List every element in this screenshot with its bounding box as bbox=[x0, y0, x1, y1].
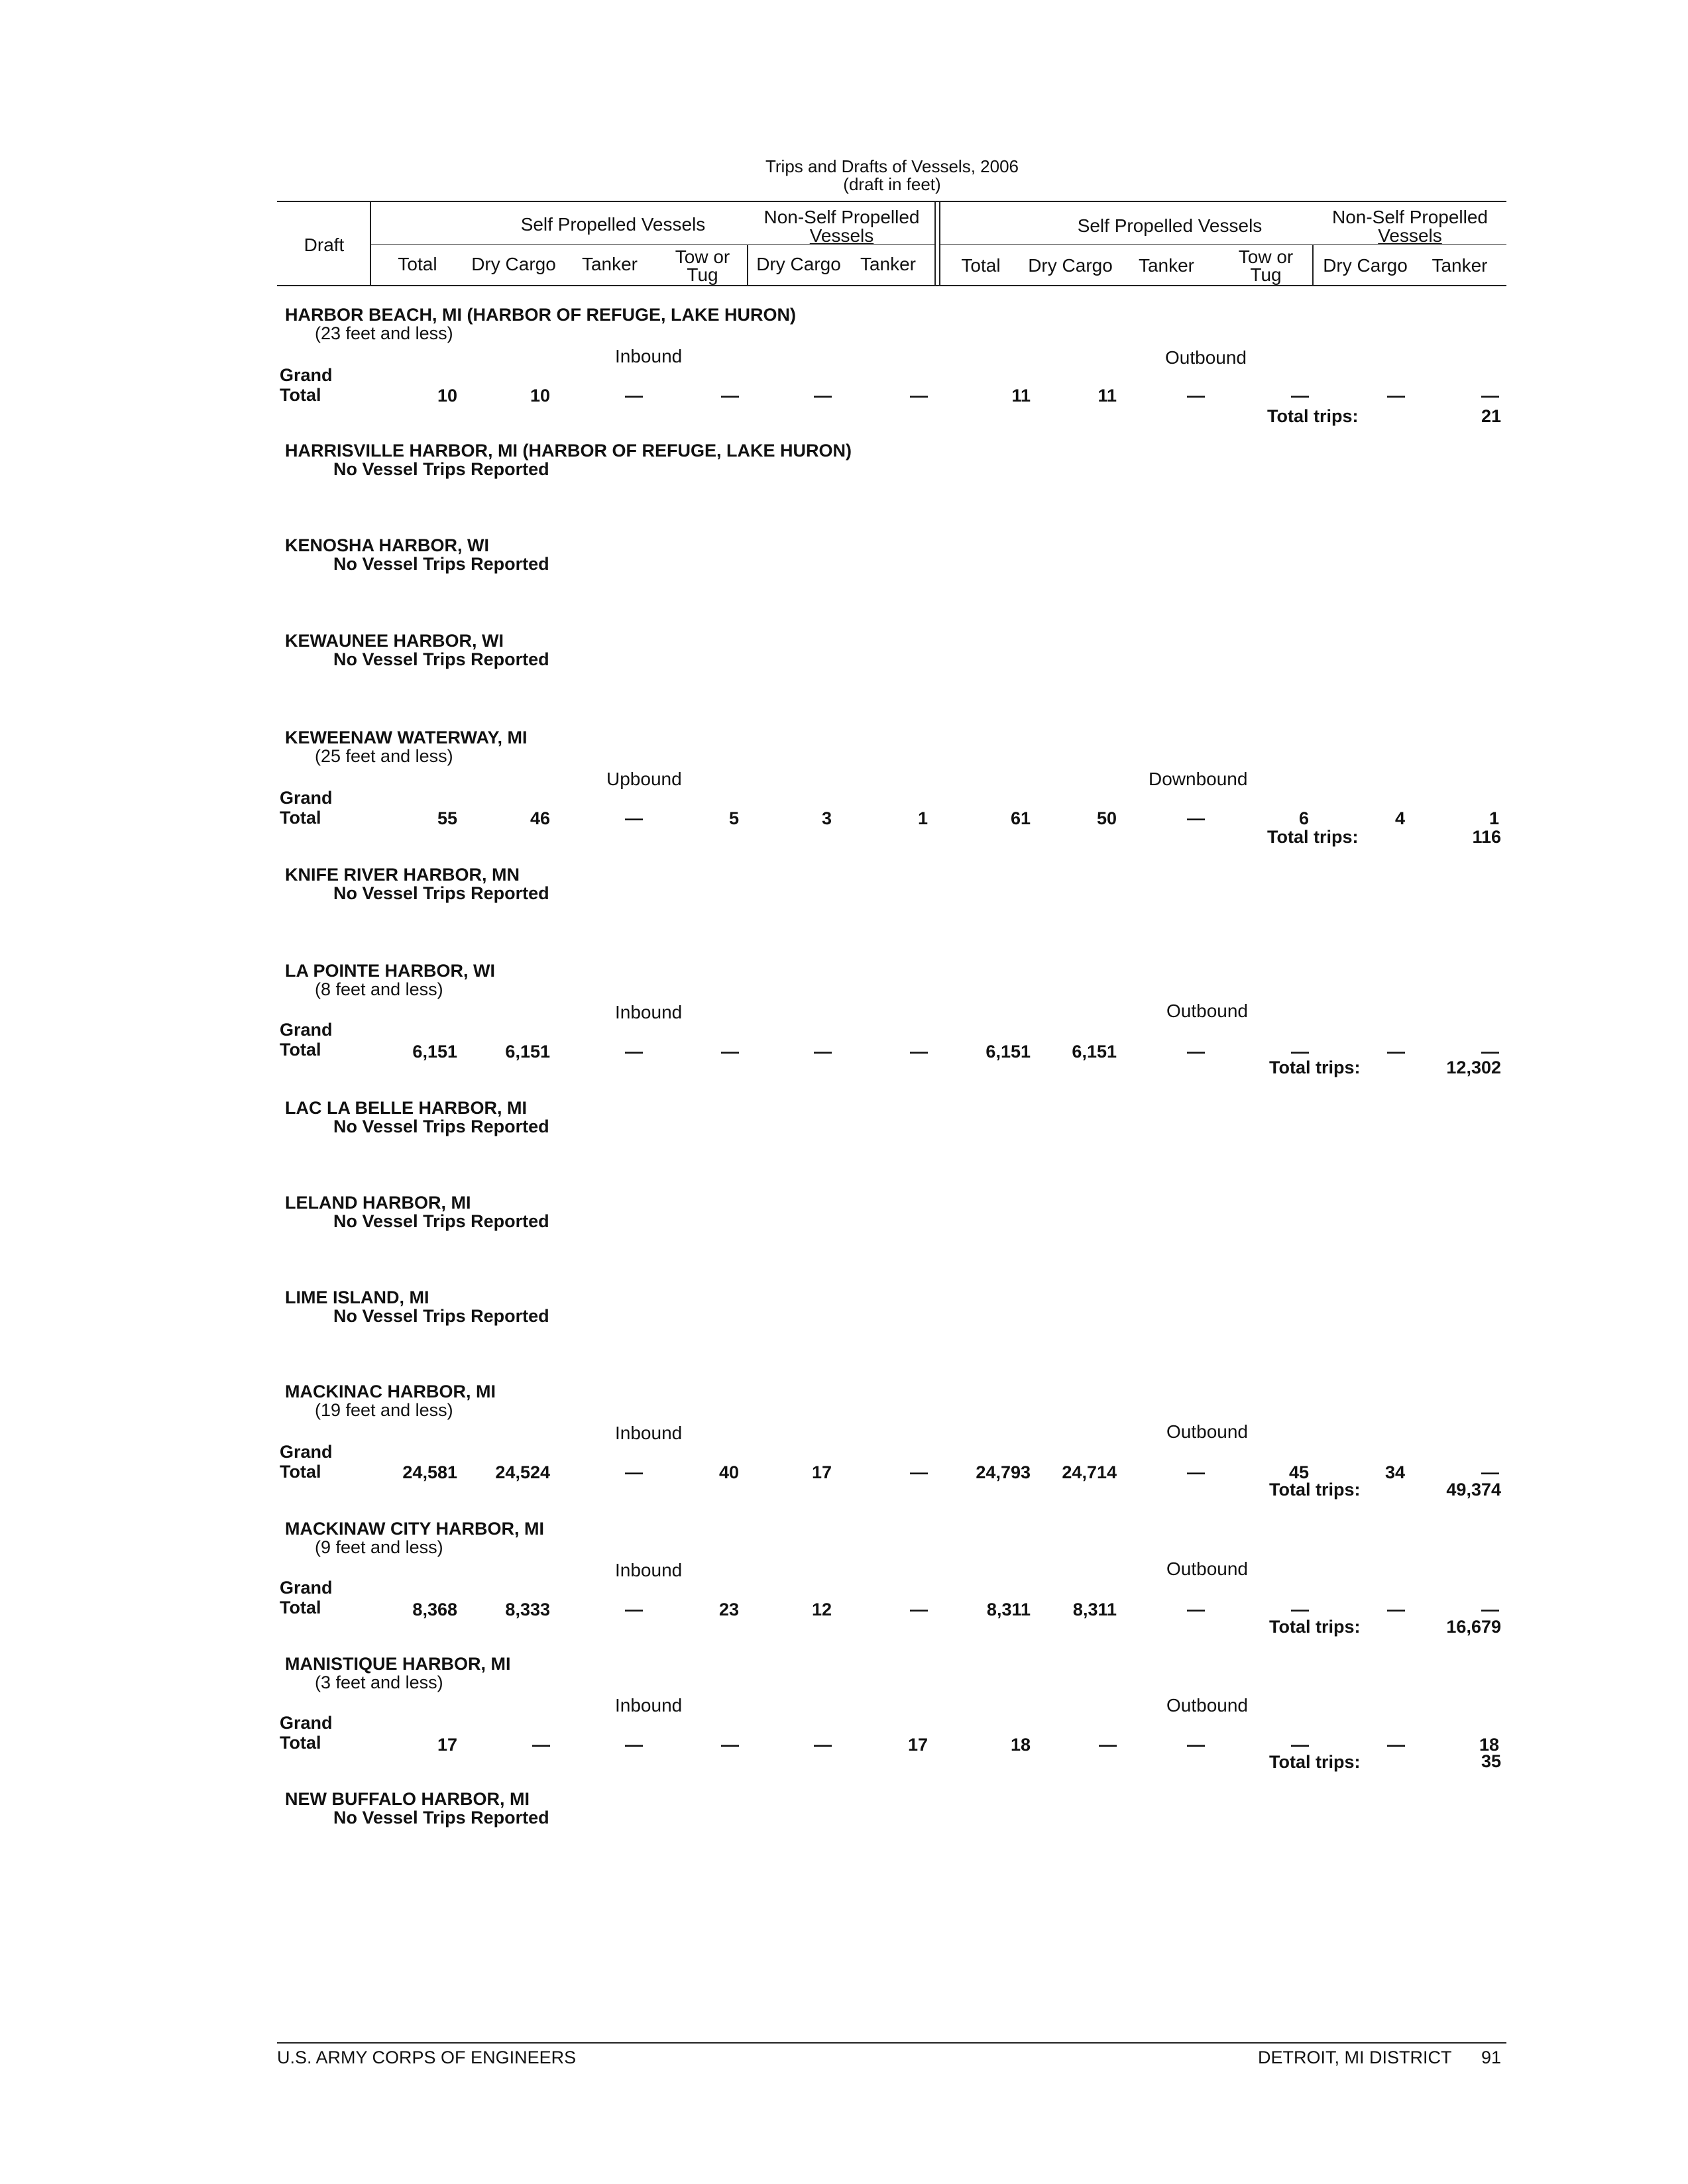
grand-total-label: Grand Total bbox=[280, 1713, 333, 1753]
port-name: KENOSHA HARBOR, WI bbox=[285, 535, 489, 555]
port-name: MACKINAC HARBOR, MI bbox=[285, 1382, 496, 1401]
value-tanker-out: — bbox=[1187, 1042, 1205, 1062]
col-nsp-tanker-in: Tanker bbox=[860, 254, 917, 274]
port-section bbox=[0, 961, 1688, 1077]
value-total-in: 6,151 bbox=[412, 1042, 457, 1062]
value-drycargo-in: 10 bbox=[530, 386, 550, 406]
port-section bbox=[0, 728, 1688, 847]
value-nsp-tanker-in: — bbox=[910, 386, 928, 406]
col-nsp-drycargo-in: Dry Cargo bbox=[756, 254, 841, 274]
no-trips-note: No Vessel Trips Reported bbox=[333, 1306, 549, 1326]
col-total-out: Total bbox=[961, 255, 1001, 276]
value-tanker-in: — bbox=[625, 1735, 643, 1755]
value-nsp-tanker-out: 18 bbox=[1479, 1735, 1499, 1755]
value-total-out: 8,311 bbox=[986, 1600, 1031, 1619]
value-total-in: 55 bbox=[437, 808, 457, 828]
value-total-in: 17 bbox=[437, 1735, 457, 1755]
port-name: MACKINAW CITY HARBOR, MI bbox=[285, 1519, 544, 1539]
port-section bbox=[0, 535, 1688, 574]
value-drycargo-out: 8,311 bbox=[1072, 1600, 1117, 1619]
port-name: LIME ISLAND, MI bbox=[285, 1287, 429, 1307]
port-section bbox=[0, 305, 1688, 426]
footer-district: DETROIT, MI DISTRICT bbox=[1258, 2048, 1452, 2067]
total-trips-value: 21 bbox=[1481, 406, 1501, 426]
value-drycargo-out: 11 bbox=[1097, 386, 1117, 406]
header-nonself-outbound-1: Non-Self Propelled bbox=[1331, 207, 1489, 227]
no-trips-note: No Vessel Trips Reported bbox=[333, 649, 549, 669]
value-total-out: 11 bbox=[1011, 386, 1031, 406]
direction-out-label: Outbound bbox=[1166, 1001, 1248, 1021]
total-trips-value: 35 bbox=[1481, 1751, 1501, 1771]
total-trips-value: 12,302 bbox=[1446, 1058, 1501, 1077]
port-name: KNIFE RIVER HARBOR, MN bbox=[285, 865, 520, 885]
no-trips-note: No Vessel Trips Reported bbox=[333, 1808, 549, 1828]
total-trips-label: Total trips: bbox=[1269, 1617, 1361, 1637]
footer-agency: U.S. ARMY CORPS OF ENGINEERS bbox=[277, 2048, 577, 2067]
port-section bbox=[0, 1287, 1688, 1326]
value-tanker-in: — bbox=[625, 1462, 643, 1482]
header-nonself-inbound-1: Non-Self Propelled bbox=[763, 207, 920, 227]
col-tow-in-2: Tug bbox=[687, 264, 718, 285]
value-total-out: 6,151 bbox=[985, 1042, 1031, 1062]
col-tow-out-1: Tow or bbox=[1238, 246, 1294, 267]
no-trips-note: No Vessel Trips Reported bbox=[333, 1117, 549, 1136]
direction-in-label: Inbound bbox=[615, 346, 683, 366]
value-tow-in: 5 bbox=[728, 808, 739, 828]
col-tanker-in: Tanker bbox=[581, 254, 638, 274]
grand-total-label: Grand Total bbox=[280, 788, 333, 828]
value-nsp-drycargo-out: — bbox=[1387, 386, 1405, 406]
value-drycargo-out: — bbox=[1099, 1735, 1117, 1755]
value-nsp-tanker-out: — bbox=[1481, 1042, 1499, 1062]
port-name: HARBOR BEACH, MI (HARBOR OF REFUGE, LAKE HURON) bbox=[285, 305, 796, 325]
value-tow-in: 23 bbox=[718, 1600, 739, 1619]
value-drycargo-out: 50 bbox=[1096, 808, 1117, 828]
value-tanker-out: — bbox=[1187, 386, 1205, 406]
value-nsp-drycargo-in: — bbox=[814, 1042, 832, 1062]
value-tanker-in: — bbox=[625, 386, 643, 406]
total-trips-value: 49,374 bbox=[1446, 1480, 1501, 1500]
col-tow-out-2: Tug bbox=[1250, 264, 1282, 285]
value-total-in: 24,581 bbox=[402, 1462, 457, 1482]
grand-total-label: Grand Total bbox=[280, 1442, 333, 1482]
value-tanker-in: — bbox=[625, 1600, 643, 1619]
header-draft: Draft bbox=[304, 235, 345, 255]
grand-total-label: Grand Total bbox=[280, 1020, 333, 1060]
direction-in-label: Inbound bbox=[615, 1695, 683, 1716]
direction-in-label: Upbound bbox=[606, 769, 682, 789]
port-name: NEW BUFFALO HARBOR, MI bbox=[285, 1789, 530, 1809]
port-section bbox=[0, 631, 1688, 669]
value-tanker-out: — bbox=[1187, 1735, 1205, 1755]
value-drycargo-out: 6,151 bbox=[1072, 1042, 1117, 1062]
value-nsp-drycargo-out: 34 bbox=[1384, 1462, 1405, 1482]
page-number: 91 bbox=[1481, 2048, 1502, 2067]
port-name: LELAND HARBOR, MI bbox=[285, 1193, 471, 1213]
value-nsp-drycargo-out: — bbox=[1387, 1042, 1405, 1062]
draft-range: (19 feet and less) bbox=[315, 1400, 453, 1420]
value-nsp-tanker-out: — bbox=[1481, 1462, 1499, 1482]
value-tow-out: 6 bbox=[1298, 808, 1309, 828]
direction-out-label: Outbound bbox=[1166, 1421, 1248, 1442]
port-section bbox=[0, 1193, 1688, 1231]
value-drycargo-in: 46 bbox=[530, 808, 550, 828]
value-nsp-drycargo-out: — bbox=[1387, 1600, 1405, 1619]
port-section bbox=[0, 1789, 1688, 1828]
value-drycargo-in: 8,333 bbox=[505, 1600, 550, 1619]
value-tanker-out: — bbox=[1187, 1462, 1205, 1482]
report-title: Trips and Drafts of Vessels, 2006 bbox=[765, 156, 1019, 176]
col-drycargo-in: Dry Cargo bbox=[471, 254, 556, 274]
value-nsp-tanker-in: 1 bbox=[917, 808, 928, 828]
value-tow-in: 40 bbox=[718, 1462, 739, 1482]
value-drycargo-out: 24,714 bbox=[1062, 1462, 1117, 1482]
value-total-out: 18 bbox=[1010, 1735, 1031, 1755]
col-total-in: Total bbox=[398, 254, 437, 274]
footer-rule bbox=[277, 2042, 1506, 2044]
draft-range: (8 feet and less) bbox=[315, 979, 443, 999]
total-trips-value: 116 bbox=[1472, 827, 1501, 847]
value-tanker-out: — bbox=[1187, 1600, 1205, 1619]
value-tow-out: — bbox=[1291, 1042, 1309, 1062]
draft-range: (9 feet and less) bbox=[315, 1537, 443, 1557]
value-nsp-tanker-out: — bbox=[1481, 386, 1499, 406]
report-subtitle: (draft in feet) bbox=[843, 174, 941, 194]
port-section bbox=[0, 1519, 1688, 1637]
value-total-out: 61 bbox=[1010, 808, 1031, 828]
col-nsp-tanker-out: Tanker bbox=[1432, 255, 1488, 276]
port-name: LA POINTE HARBOR, WI bbox=[285, 961, 495, 981]
direction-out-label: Downbound bbox=[1149, 769, 1248, 789]
col-tow-in-1: Tow or bbox=[675, 246, 730, 267]
direction-out-label: Outbound bbox=[1165, 347, 1247, 368]
no-trips-note: No Vessel Trips Reported bbox=[333, 554, 549, 574]
direction-out-label: Outbound bbox=[1166, 1558, 1248, 1579]
draft-range: (3 feet and less) bbox=[315, 1672, 443, 1692]
value-total-out: 24,793 bbox=[976, 1462, 1031, 1482]
col-nsp-drycargo-out: Dry Cargo bbox=[1323, 255, 1408, 276]
value-drycargo-in: 6,151 bbox=[505, 1042, 550, 1062]
value-total-in: 10 bbox=[437, 386, 457, 406]
no-trips-note: No Vessel Trips Reported bbox=[333, 459, 549, 479]
total-trips-label: Total trips: bbox=[1267, 406, 1359, 426]
col-drycargo-out: Dry Cargo bbox=[1028, 255, 1113, 276]
value-nsp-tanker-in: — bbox=[910, 1042, 928, 1062]
port-name: LAC LA BELLE HARBOR, MI bbox=[285, 1098, 527, 1118]
value-tanker-in: — bbox=[625, 808, 643, 828]
direction-in-label: Inbound bbox=[615, 1423, 683, 1443]
total-trips-value: 16,679 bbox=[1446, 1617, 1501, 1637]
no-trips-note: No Vessel Trips Reported bbox=[333, 1211, 549, 1231]
value-nsp-drycargo-in: 17 bbox=[811, 1462, 832, 1482]
port-name: KEWEENAW WATERWAY, MI bbox=[285, 728, 528, 747]
value-tow-out: — bbox=[1291, 1600, 1309, 1619]
value-nsp-tanker-in: — bbox=[910, 1600, 928, 1619]
value-tow-in: — bbox=[721, 1735, 739, 1755]
port-section bbox=[0, 865, 1688, 903]
value-nsp-tanker-in: — bbox=[910, 1462, 928, 1482]
value-tow-out: — bbox=[1291, 386, 1309, 406]
draft-range: (23 feet and less) bbox=[315, 323, 453, 343]
port-section bbox=[0, 1098, 1688, 1136]
port-name: MANISTIQUE HARBOR, MI bbox=[285, 1654, 511, 1674]
direction-out-label: Outbound bbox=[1166, 1695, 1248, 1716]
grand-total-label: Grand Total bbox=[280, 1578, 333, 1617]
port-section bbox=[0, 1654, 1688, 1772]
value-nsp-tanker-in: 17 bbox=[907, 1735, 928, 1755]
header-self-propelled-inbound: Self Propelled Vessels bbox=[520, 214, 706, 235]
value-nsp-tanker-out: 1 bbox=[1489, 808, 1499, 828]
value-nsp-tanker-out: — bbox=[1481, 1600, 1499, 1619]
port-section bbox=[0, 1382, 1688, 1500]
value-tanker-in: — bbox=[625, 1042, 643, 1062]
header-self-propelled-outbound: Self Propelled Vessels bbox=[1077, 215, 1263, 236]
draft-range: (25 feet and less) bbox=[315, 746, 453, 766]
direction-in-label: Inbound bbox=[615, 1560, 683, 1580]
value-nsp-drycargo-in: — bbox=[814, 386, 832, 406]
total-trips-label: Total trips: bbox=[1269, 1752, 1361, 1772]
header-nonself-outbound-2: Vessels bbox=[1378, 225, 1442, 246]
port-name: HARRISVILLE HARBOR, MI (HARBOR OF REFUGE, LAKE HURON) bbox=[285, 441, 852, 461]
value-nsp-drycargo-in: — bbox=[814, 1735, 832, 1755]
total-trips-label: Total trips: bbox=[1269, 1058, 1361, 1077]
value-nsp-drycargo-out: 4 bbox=[1394, 808, 1405, 828]
value-tow-in: — bbox=[721, 1042, 739, 1062]
value-tow-in: — bbox=[721, 386, 739, 406]
value-nsp-drycargo-out: — bbox=[1387, 1735, 1405, 1755]
value-drycargo-in: 24,524 bbox=[495, 1462, 550, 1482]
value-nsp-drycargo-in: 3 bbox=[821, 808, 832, 828]
direction-in-label: Inbound bbox=[615, 1002, 683, 1022]
total-trips-label: Total trips: bbox=[1269, 1480, 1361, 1500]
port-name: KEWAUNEE HARBOR, WI bbox=[285, 631, 504, 651]
value-nsp-drycargo-in: 12 bbox=[811, 1600, 832, 1619]
no-trips-note: No Vessel Trips Reported bbox=[333, 883, 549, 903]
grand-total-label: Grand Total bbox=[280, 365, 333, 405]
value-tanker-out: — bbox=[1187, 808, 1205, 828]
value-drycargo-in: — bbox=[532, 1735, 550, 1755]
col-tanker-out: Tanker bbox=[1138, 255, 1195, 276]
value-total-in: 8,368 bbox=[412, 1600, 457, 1619]
value-tow-out: 45 bbox=[1288, 1462, 1309, 1482]
header-nonself-inbound-2: Vessels bbox=[809, 225, 874, 246]
total-trips-label: Total trips: bbox=[1267, 827, 1359, 847]
port-section bbox=[0, 441, 1688, 479]
value-tow-out: — bbox=[1291, 1735, 1309, 1755]
